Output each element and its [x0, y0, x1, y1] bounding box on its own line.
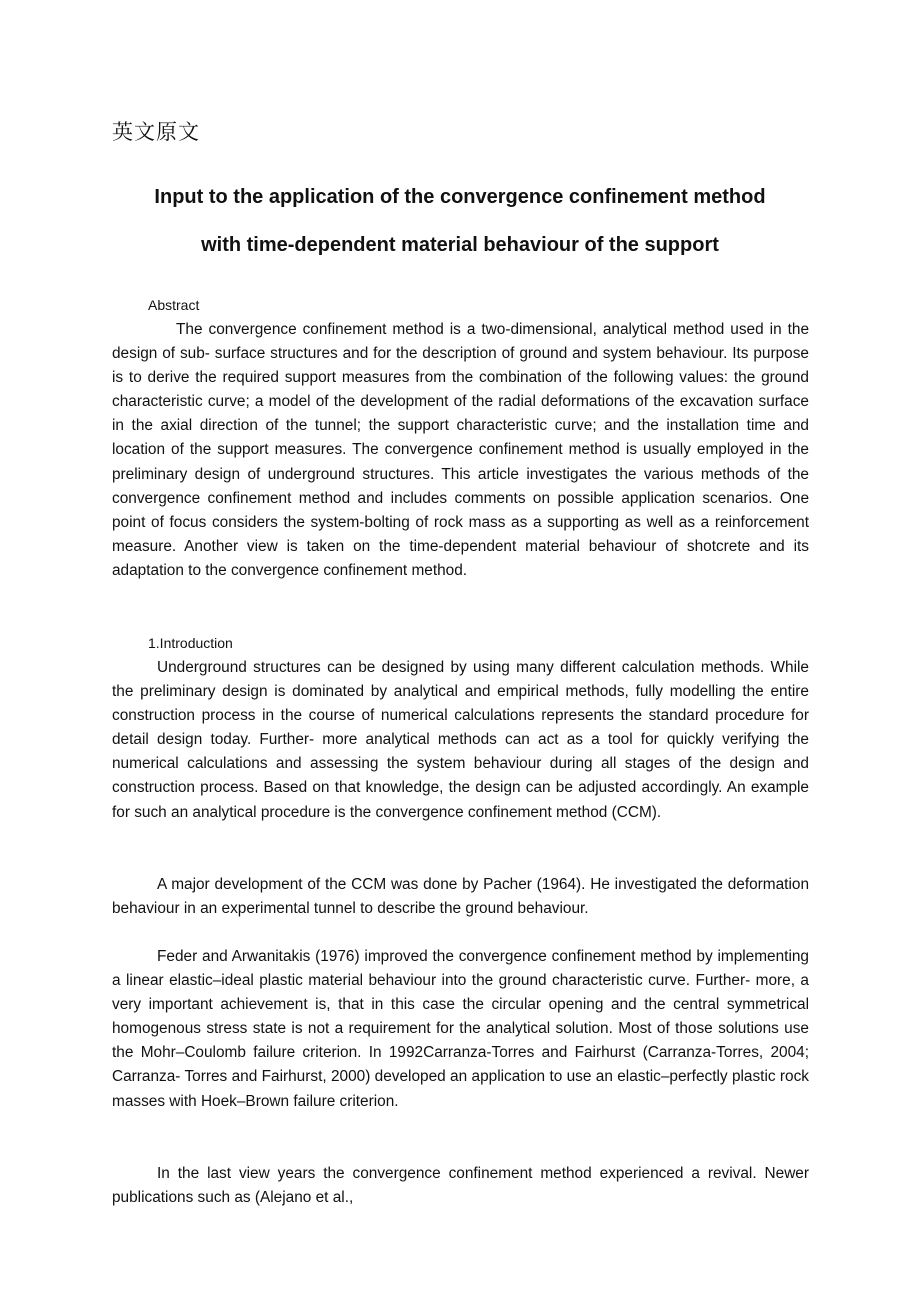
abstract-paragraph: The convergence confinement method is a two-dimensional, analytical method used in the design of sub- surface structures and for the description of ground and system behaviour. Its purpose is to derive the required support measures from the combination of the following values: the ground characteristic curve; a model of the development of the radial deformations of the excavation surface in the axial direction of the tunnel; the support characteristic curve; and the installation time and location of the support measures. The convergence confinement method is usually employed in the preliminary design of underground structures. This article investigates the various methods of the convergence confinement method and includes comments on possible application scenarios. One point of focus considers the system-bolting of rock mass as a supporting as well as a reinforcement measure. Another view is taken on the time-dependent material behaviour of shotcrete and its adaptation to the convergence confinement method.	[112, 321, 809, 579]
introduction-paragraph-2: A major development of the CCM was done by Pacher (1964). He investigated the deformation behaviour in an experimental tunnel to describe the ground behaviour.	[112, 876, 809, 918]
introduction-paragraph-4: In the last view years the convergence confinement method experienced a revival. Newer publications such as (Alejano et al.,	[112, 1165, 809, 1207]
abstract-heading: Abstract	[148, 297, 200, 313]
paper-title-line-2: with time-dependent material behaviour of the support	[201, 234, 719, 256]
introduction-paragraph-3: Feder and Arwanitakis (1976) improved the convergence confinement method by implementing a linear elastic–ideal plastic material behaviour into the ground characteristic curve. Further- more, a very important achievement is, that in this case the circular opening and the central symmetrical homogenous stress state is not a requirement for the analytical solution. Most of those solutions use the Mohr–Coulomb failure criterion. In 1992Carranza-Torres and Fairhurst (Carranza-Torres, 2004; Carranza- Torres and Fairhurst, 2000) developed an application to use an elastic–perfectly plastic rock masses with Hoek–Brown failure criterion.	[112, 948, 809, 1110]
introduction-paragraph-1: Underground structures can be designed by using many different calculation methods. While the preliminary design is dominated by analytical and empirical methods, fully modelling the entire construction process in the course of numerical calculations represents the standard procedure for detail design today. Further- more analytical methods can act as a tool for quickly verifying the numerical calculations and assessing the system behaviour during all stages of the design and construction process. Based on that knowledge, the design can be adjusted accordingly. An example for such an analytical procedure is the convergence confinement method (CCM).	[112, 659, 809, 821]
section-heading: 英文原文	[112, 120, 200, 144]
introduction-heading: 1.Introduction	[148, 635, 233, 651]
paper-title-line-1: Input to the application of the convergence confinement method	[154, 186, 766, 208]
